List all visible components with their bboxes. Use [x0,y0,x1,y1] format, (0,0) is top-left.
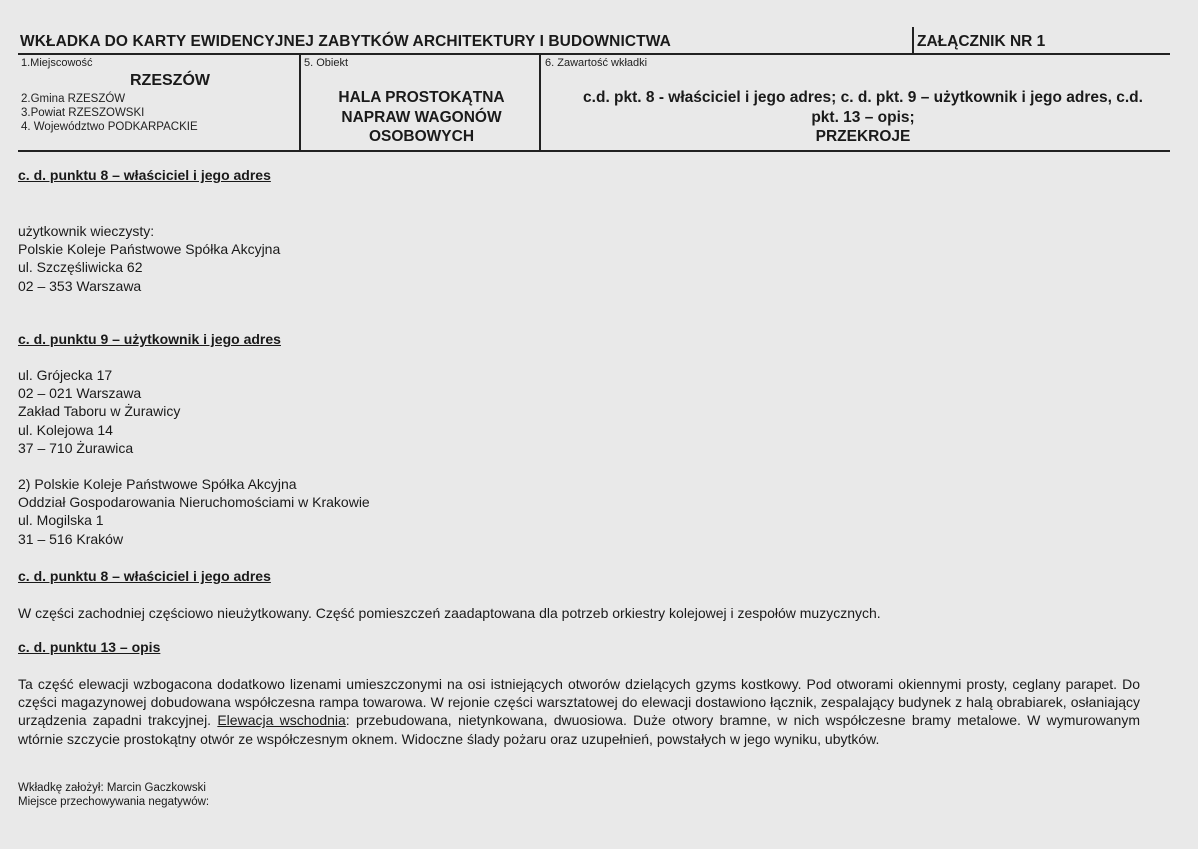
description-paragraph [18,675,1140,748]
wojewodztwo-text: 4. Województwo PODKARPACKIE [21,121,198,133]
owner2-text: W części zachodniej częściowo nieużytkowany. Część pomieszczeń zaadaptowana dla potrzeb orkiestry kolejowej i zespołów muzycznych. [18,605,881,621]
user-line: Zakład Taboru w Żurawicy [18,403,181,420]
header-rule [18,53,1170,55]
annex-label: ZAŁĄCZNIK NR 1 [917,33,1046,50]
object-label: 5. Obiekt [304,57,349,69]
city-name: RZESZÓW [130,72,210,89]
user2-line: 2) Polskie Koleje Państwowe Spółka Akcyjna [18,476,297,492]
content-title-line: PRZEKROJE [815,128,911,145]
description-text-1: Ta część elewacji wzbogacona dodatkowo lizenami umieszczonymi na osi istniejących otworów dzielących gzyms kostkowy. Pod otworami okiennymi prosty, ceglany parapet. Do części magazynowej dobudowana współczesna rampa towarowa. W rejonie części warsztatowej do elewacji dostawiono łącznik, zespalający budynek z halą obrabiarek, osłaniający urządzenia zapadni trakcyjnej. [18,676,1140,729]
column-divider-1 [299,55,301,151]
east-elevation-term: Elewacja wschodnia [217,712,346,729]
owner-heading: c. d. punktu 8 – właściciel i jego adres [18,167,271,183]
object-title [304,88,539,147]
user2-line: Oddział Gospodarowania Nieruchomościami w Krakowie [18,494,370,511]
owner-address [18,222,280,295]
annex-divider [912,27,914,54]
content-label: 6. Zawartość wkładki [545,57,648,69]
object-title-line: HALA PROSTOKĄTNA [338,89,505,106]
user-line: ul. Grójecka 17 [18,367,113,383]
user-line: 37 – 710 Żurawica [18,439,134,456]
location-label: 1.Miejscowość [21,57,93,69]
table-bottom-rule [18,150,1170,152]
storage-line: Miejsce przechowywania negatywów: [18,796,210,808]
object-title-line: OSOBOWYCH [368,128,475,145]
user-line: ul. Kolejowa 14 [18,421,113,438]
gmina-text: 2.Gmina RZESZÓW [21,93,126,105]
user-line: 02 – 021 Warszawa [18,385,142,402]
content-title [543,88,1183,147]
user-heading: c. d. punktu 9 – użytkownik i jego adres [18,331,281,347]
column-divider-2 [539,55,541,151]
description-text-2: : przebudowana, nietynkowana, dwuosiowa. Duże otwory bramne, w nich współczesne bramy metalowe. W wymurowanym wtórnie szczycie prostokątny otwór ze współczesnym oknem. Widoczne ślady pożaru oraz uzupełnień, powstałych w jego wyniku, ubytków. [18,712,1140,747]
author-line: Wkładkę założył: Marcin Gaczkowski [18,782,206,794]
owner2-heading: c. d. punktu 8 – właściciel i jego adres [18,568,271,584]
owner-line: użytkownik wieczysty: [18,223,155,239]
document-title: WKŁADKA DO KARTY EWIDENCYJNEJ ZABYTKÓW ARCHITEKTURY I BUDOWNICTWA [20,33,671,50]
owner-line: 02 – 353 Warszawa [18,277,142,294]
owner-line: Polskie Koleje Państwowe Spółka Akcyjna [18,241,281,258]
powiat-text: 3.Powiat RZESZOWSKI [21,107,145,119]
content-title-line: pkt. 13 – opis; [811,108,915,126]
owner-line: ul. Szczęśliwicka 62 [18,259,143,276]
user2-line: 31 – 516 Kraków [18,530,124,547]
description-heading: c. d. punktu 13 – opis [18,639,161,655]
user-address [18,366,180,457]
content-title-line: c.d. pkt. 8 - właściciel i jego adres; c. d. pkt. 9 – użytkownik i jego adres, c.d. [583,89,1143,106]
user2-line: ul. Mogilska 1 [18,512,104,529]
user2-address [18,475,370,548]
object-title-line: NAPRAW WAGONÓW [341,108,502,126]
